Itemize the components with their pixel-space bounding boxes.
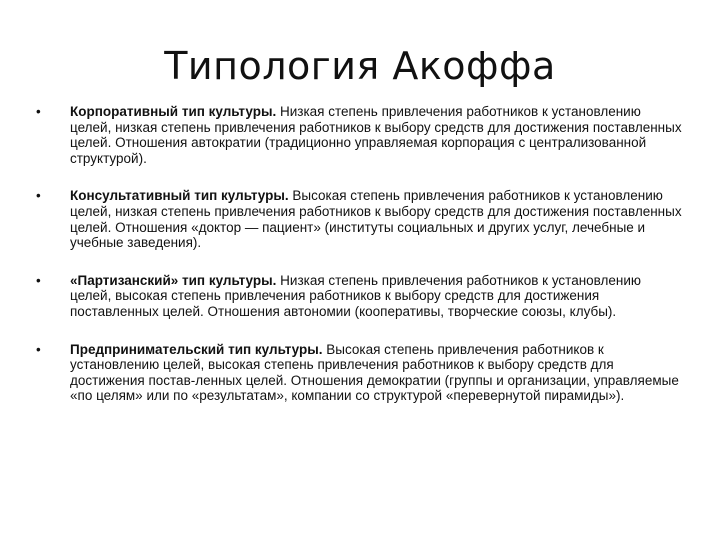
bullet-icon: • (36, 341, 41, 357)
bullet-icon: • (36, 272, 41, 288)
item-text: Высокая степень привлечения работников к установлению целей, низкая степень привлечения работников к выбору средств для достижения поставленных целей. Отношения «доктор — пациент» (институты социальных и других услуг, лечебные и учебные заведения). (70, 188, 682, 251)
item-text: Высокая степень привлечения работников к установлению целей, высокая степень привлечения работников к выбору средств для достижения постав-ленных целей. Отношения демократии (группы и организации, управляемые «по целям» или по «результатам», компании со структурой «перевернутой пирамиды»). (70, 341, 679, 404)
item-term: Консультативный тип культуры. (70, 188, 289, 204)
item-term: Корпоративный тип культуры. (70, 104, 277, 119)
list-item-consultative (36, 188, 682, 250)
typology-list (36, 104, 682, 426)
list-item-entrepreneurial (36, 342, 682, 404)
item-text: Низкая степень привлечения работников к установлению целей, высокая степень привлечения работников к выбору средств для достижения поставленных целей. Отношения автономии (кооперативы, творческие союзы, клубы). (70, 272, 642, 319)
item-term: Предпринимательский тип культуры. (70, 341, 323, 357)
bullet-icon: • (36, 104, 41, 119)
list-item-corporate (36, 104, 682, 166)
item-term: «Партизанский» тип культуры. (70, 272, 277, 288)
bullet-icon: • (36, 188, 41, 204)
item-text: Низкая степень привлечения работников к установлению целей, низкая степень привлечения работников к выбору средств для достижения поставленных целей. Отношения автократии (традиционно управляемая корпорация с централизованной структурой). (70, 104, 682, 166)
list-item-partisan (36, 273, 682, 320)
slide-title: Типология Акоффа (164, 44, 556, 88)
